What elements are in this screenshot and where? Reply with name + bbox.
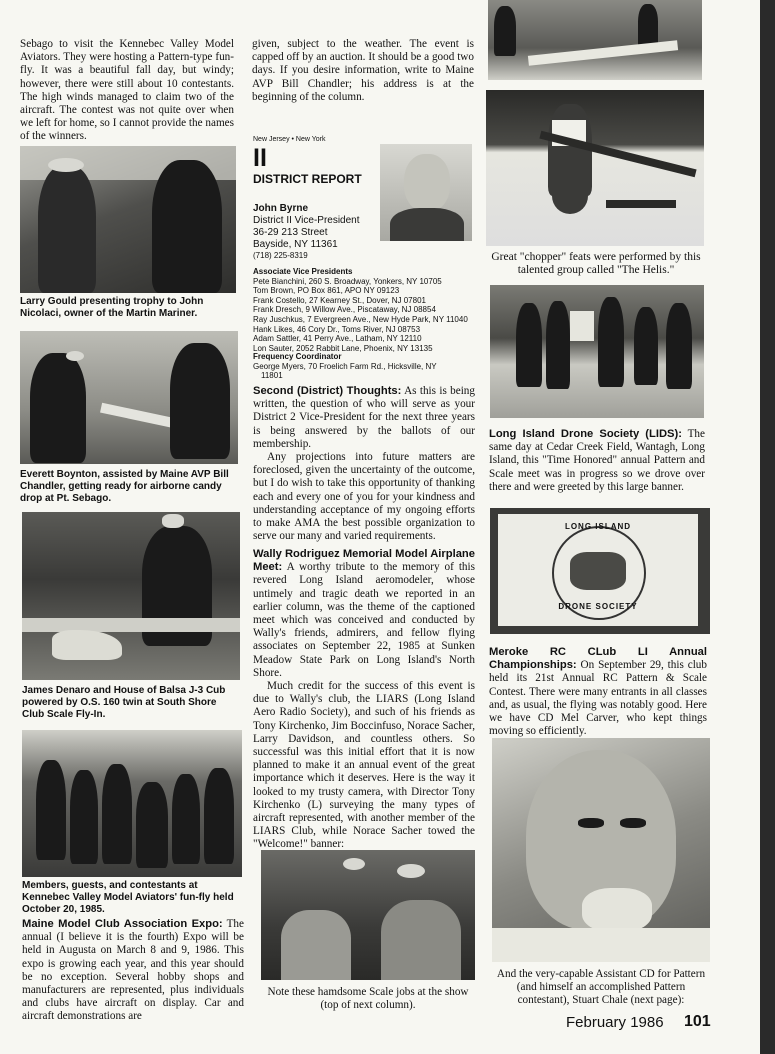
vp-name: John Byrne <box>253 203 309 214</box>
vp-contact <box>253 203 377 251</box>
photo-triplane <box>486 90 704 246</box>
banner-emblem <box>570 552 626 590</box>
caption-chale: And the very-capable Assistant CD for Pattern (and himself an accomplished Pattern contestant), Stuart Chale (next page): <box>496 968 706 1007</box>
auction-paragraph: given, subject to the weather. The event is capped off by an auction. It should be a good two days. If you desire information, write to Maine AVP Bill Chandler; his address is at the beginning of the column. <box>252 38 474 103</box>
avp-item: Tom Brown, PO Box 861, APO NY 09123 <box>253 286 400 296</box>
photo-john-byrne <box>380 144 472 241</box>
avp-item: Frank Costello, 27 Kearney St., Dover, NJ 07801 <box>253 295 426 305</box>
avp-item: Ray Juschkus, 7 Evergreen Ave., New Hyde Park, NY 11040 <box>253 314 468 324</box>
page-number: 101 <box>684 1013 711 1030</box>
avp-item: Hank Likes, 46 Cory Dr., Toms River, NJ 08753 <box>253 324 421 334</box>
photo-scale-jobs <box>261 850 475 980</box>
avp-heading: Associate Vice Presidents <box>253 267 353 276</box>
caption-scale-jobs: Note these hamdsome Scale jobs at the show (top of next column). <box>267 986 469 1012</box>
avp-list <box>253 267 475 353</box>
photo-kennebec-group <box>22 730 242 877</box>
wally-meet: Wally Rodriguez Memorial Model Airplane Meet: A worthy tribute to the memory of this revered Long Island aeromodeler, whose untimely and tragic death we reported in an earlier column, was the theme of the captioned meet which was conceived and conducted by Wally's friends, admirers, and fellow flying associates on September 22, 1985 at Sunken Meadow State Park on Long Island's North Shore. Much credit for the success of this event is due to Wally's club, the LIARS (Long Island Aero Radio Society), and such of his friends as Tony Kirchenko, Jim Boccinfuso, Norace Sacher, Larry Davidson, and countless others. So successful was this initial effort that it is now planned to make it an annual event of the great importance which it deserves. Here is the way it looked to my trusty camera, with Director Tony Kirchenko (L) surveying the many types of aircraft represented, with another member of the LIARS Club, while Norace Sacher towed the "Welcome!" banner: <box>253 548 475 851</box>
vp-role: District II Vice-President <box>253 215 360 226</box>
banner-text-bottom: DRONE SOCIETY <box>558 602 638 611</box>
caption-denaro: James Denaro and House of Balsa J-3 Cub powered by O.S. 160 twin at South Shore Club Scale Fly-In. <box>22 685 226 720</box>
photo-stuart-chale <box>492 738 710 962</box>
expo-paragraph: Maine Model Club Association Expo: The annual (I believe it is the fourth) Expo will be held in Augusta on March 8 and 9, 1986. This expo is growing each year, and this year should be no exception. Several hobby shops and manufacturers are represented, plus individuals and clubs have aircraft on display. Car and aircraft demonstrations are <box>22 918 244 1023</box>
district-title: DISTRICT REPORT <box>253 172 362 186</box>
photo-candy-drop <box>20 331 238 464</box>
meroke-paragraph: Meroke RC CLub LI Annual Championships: On September 29, this club held its 21st Annual RC Pattern & Scale Contest. There were many entrants in all classes and, as usual, the flying was notably good. Here we have CD Mel Carver, who kept things moving so efficiently. <box>489 646 707 738</box>
photo-lids-group <box>490 285 704 418</box>
avp-item: Pete Bianchini, 260 S. Broadway, Yonkers, NY 10705 <box>253 276 442 286</box>
vp-city: Bayside, NY 11361 <box>253 239 338 250</box>
photo-lids-banner <box>490 508 710 634</box>
photo-trophy-presentation <box>20 146 236 293</box>
footer-date: February 1986 <box>566 1014 664 1031</box>
caption-gould: Larry Gould presenting trophy to John Nicolaci, owner of the Martin Mariner. <box>20 296 204 319</box>
second-thoughts: Second (District) Thoughts: As this is being written, the question of who will serve as your District 2 Vice-President for the next three years is being answered by the ballots of our membership. Any projections into future matters are foreclosed, given the uncertainty of the outcome, but I do wish to take this opportunity of thanking each and every one of you for your kindness and understanding acceptance of my ongoing efforts to make AMA the best possible organization to serve our many and varied requirements. <box>253 385 475 543</box>
district-states: New Jersey • New York <box>253 136 326 143</box>
avp-item: Frank Dresch, 9 Willow Ave., Piscataway, NJ 08854 <box>253 305 436 315</box>
photo-j3-cub <box>22 512 240 680</box>
banner-text-top: LONG ISLAND <box>564 522 632 531</box>
avp-item: Lon Sauter, 2052 Rabbit Lane, Phoenix, NY 13135 <box>253 343 433 353</box>
photo-field-top <box>488 0 702 80</box>
lids-paragraph: Long Island Drone Society (LIDS): The same day at Cedar Creek Field, Wantagh, Long Island, this "Time Honored" annual Pattern and Scale meet was in progress so we drove over there and were greeted by this large banner. <box>489 428 705 493</box>
vp-street: 36-29 213 Street <box>253 227 328 238</box>
district-numeral: II <box>253 144 267 172</box>
freq-coordinator: Frequency Coordinator George Myers, 70 Froelich Farm Rd., Hicksville, NY 11801 <box>253 352 437 381</box>
avp-item: Adam Sattler, 41 Perry Ave., Latham, NY 12110 <box>253 334 422 344</box>
intro-paragraph: Sebago to visit the Kennebec Valley Model Aviators. They were hosting a Pattern-type fun-fly. It was a beautiful fall day, but windy; however, there were still about 10 contestants. The high winds managed to claim two of the aircraft. The contest was not quite over when we left for home, so I cannot provide the names of the winners. <box>20 38 234 143</box>
caption-boynton: Everett Boynton, assisted by Maine AVP Bill Chandler, getting ready for airborne candy drop at Pt. Sebago. <box>20 469 229 504</box>
caption-helis: Great "chopper" feats were performed by this talented group called "The Helis." <box>491 251 701 277</box>
vp-phone: (718) 225-8319 <box>253 251 308 260</box>
caption-members: Members, guests, and contestants at Kennebec Valley Model Aviators' fun-fly held October 20, 1985. <box>22 880 234 915</box>
